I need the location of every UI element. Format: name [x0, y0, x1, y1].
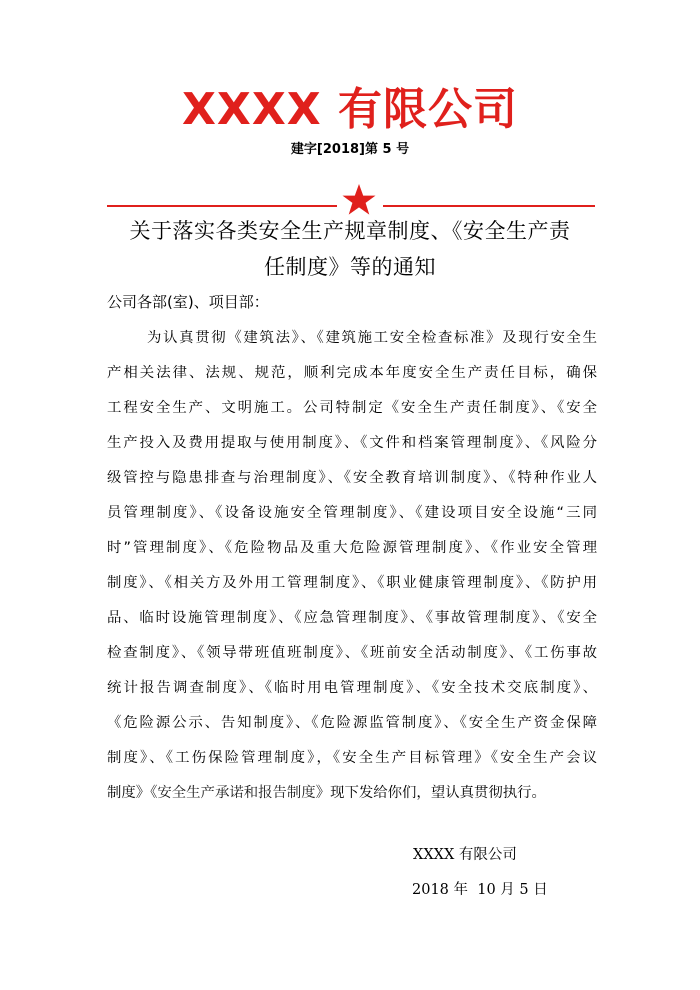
star-icon — [341, 183, 377, 217]
body-line: 品、临时设施管理制度》、《应急管理制度》、《事故管理制度》、《安全 — [107, 610, 597, 626]
body-line: 制度》、《相关方及外用工管理制度》、《职业健康管理制度》、《防护用 — [107, 575, 597, 591]
salutation: 公司各部(室)、项目部： — [107, 293, 269, 311]
red-divider-right — [383, 205, 595, 207]
signature-company: XXXX 有限公司 — [413, 847, 517, 863]
org-title: XXXX 有限公司 — [181, 84, 518, 135]
last-line-prefix: 制度》《 — [107, 785, 158, 801]
body-line: 员管理制度》、《设备设施安全管理制度》、《建设项目安全设施“三同 — [107, 505, 597, 521]
notice-title-line-2: 任制度》等的通知 — [264, 255, 436, 279]
notice-title-line-1: 关于落实各类安全生产规章制度、《安全生产责 — [129, 219, 571, 243]
body-line: 《危险源公示、告知制度》、《危险源监管制度》、《安全生产资金保障 — [107, 715, 597, 731]
body-line: 产相关法律、法规、规范，顺利完成本年度安全生产责任目标，确保 — [107, 365, 597, 381]
red-divider-left — [107, 205, 337, 207]
body-line: 生产投入及费用提取与使用制度》、《文件和档案管理制度》、《风险分 — [107, 435, 597, 451]
signature-date: 2018 年 10 月 5 日 — [412, 882, 548, 898]
body-line: 工程安全生产、文明施工。公司特制定《安全生产责任制度》、《安全 — [107, 400, 597, 416]
body-line: 级管控与隐患排查与治理制度》、《安全教育培训制度》、《特种作业人 — [107, 470, 597, 486]
body-line-last — [107, 782, 597, 804]
body-line: 检查制度》、《领导带班值班制度》、《班前安全活动制度》、《工伤事故 — [107, 645, 597, 661]
body-line: 为认真贯彻《建筑法》、《建筑施工安全检查标准》及现行安全生 — [147, 330, 597, 346]
last-line-emphasis: 安全生产承诺和报告制度 — [157, 785, 316, 801]
document-number: 建字[2018]第 5 号 — [290, 142, 410, 157]
body-line: 统计报告调查制度》、《临时用电管理制度》、《安全技术交底制度》、 — [107, 680, 597, 696]
last-line-suffix: 》现下发给你们，望认真贯彻执行。 — [315, 785, 546, 801]
body-line: 制度》、《工伤保险管理制度》，《安全生产目标管理》《安全生产会议 — [107, 750, 597, 766]
body-line: 时”管理制度》、《危险物品及重大危险源管理制度》、《作业安全管理 — [107, 540, 597, 556]
